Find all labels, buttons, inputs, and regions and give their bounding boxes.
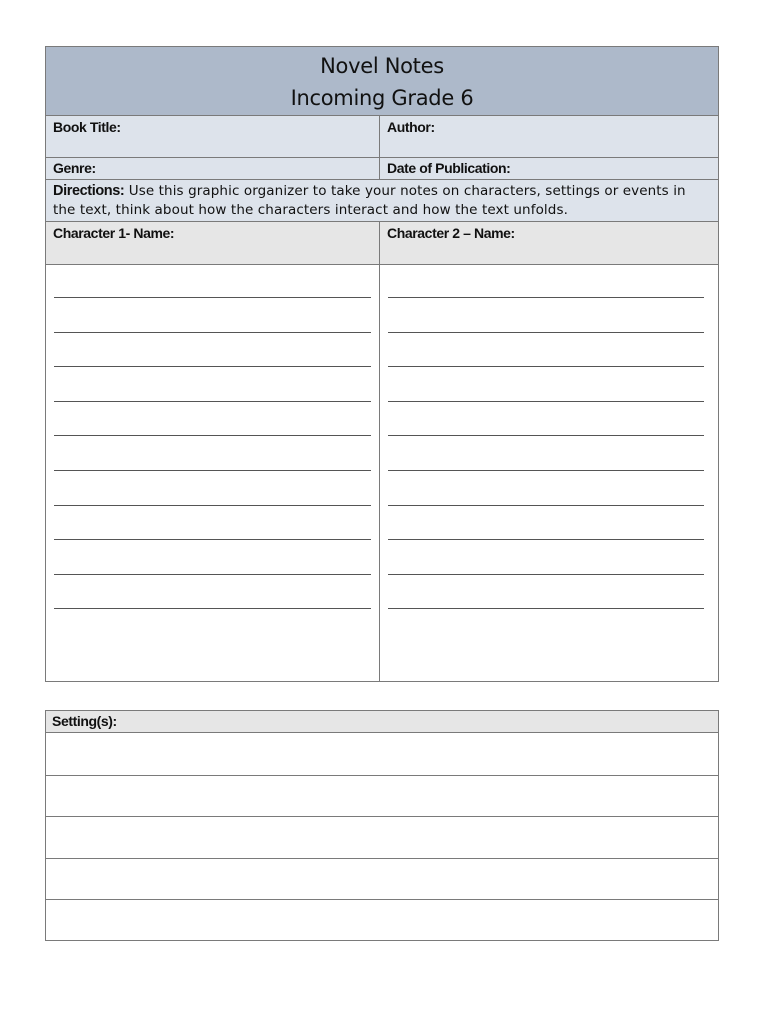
page-subtitle: Incoming Grade 6 <box>290 86 474 110</box>
setting-entry-field[interactable] <box>46 733 718 774</box>
character-2-writing-line <box>388 539 704 540</box>
setting-entry-field[interactable] <box>46 899 718 940</box>
character-1-writing-line <box>54 574 371 575</box>
book-title-field[interactable] <box>46 116 380 157</box>
character-2-writing-line <box>388 470 704 471</box>
setting-entry-field[interactable] <box>46 775 718 816</box>
character-2-writing-line <box>388 366 704 367</box>
character-2-writing-line <box>388 332 704 333</box>
character-1-writing-line <box>54 366 371 367</box>
character-2-writing-line <box>388 505 704 506</box>
author-label: Author: <box>387 119 435 135</box>
character-2-name-field[interactable] <box>380 222 718 264</box>
directions-text: Use this graphic organizer to take your notes on characters, settings or events in the text, think about how the characters interact and how the text unfolds. <box>53 183 686 218</box>
character-1-writing-line <box>54 297 371 298</box>
setting-label: Setting(s): <box>52 713 117 729</box>
character-1-name-field[interactable] <box>46 222 380 264</box>
character-2-writing-line <box>388 608 704 609</box>
page-title: Novel Notes <box>320 54 444 78</box>
character-notes-area <box>46 265 718 681</box>
character-2-writing-line <box>388 435 704 436</box>
novel-notes-organizer <box>45 46 719 682</box>
author-field[interactable] <box>380 116 718 157</box>
book-title-label: Book Title: <box>53 119 121 135</box>
character-2-writing-line <box>388 574 704 575</box>
character-1-writing-line <box>54 470 371 471</box>
publication-label: Date of Publication: <box>387 160 511 176</box>
title-author-row <box>46 116 718 158</box>
character-1-writing-line <box>54 435 371 436</box>
directions-box <box>46 180 718 222</box>
character-2-writing-line <box>388 297 704 298</box>
character-1-writing-line <box>54 401 371 402</box>
character-header-row <box>46 222 718 265</box>
genre-field[interactable] <box>46 158 380 179</box>
directions-label: Directions: <box>53 183 125 199</box>
character-1-writing-line <box>54 539 371 540</box>
publication-date-field[interactable] <box>380 158 718 179</box>
setting-entry-field[interactable] <box>46 816 718 857</box>
setting-header <box>46 711 718 733</box>
character-2-notes[interactable] <box>380 265 718 681</box>
title-band <box>46 47 718 116</box>
genre-label: Genre: <box>53 160 96 176</box>
genre-date-row <box>46 158 718 180</box>
character-2-label: Character 2 – Name: <box>387 225 515 241</box>
setting-entry-field[interactable] <box>46 858 718 899</box>
character-1-writing-line <box>54 505 371 506</box>
setting-organizer <box>45 710 719 941</box>
character-1-writing-line <box>54 332 371 333</box>
character-1-notes[interactable] <box>46 265 380 681</box>
character-2-writing-line <box>388 401 704 402</box>
character-1-label: Character 1- Name: <box>53 225 175 241</box>
character-1-writing-line <box>54 608 371 609</box>
